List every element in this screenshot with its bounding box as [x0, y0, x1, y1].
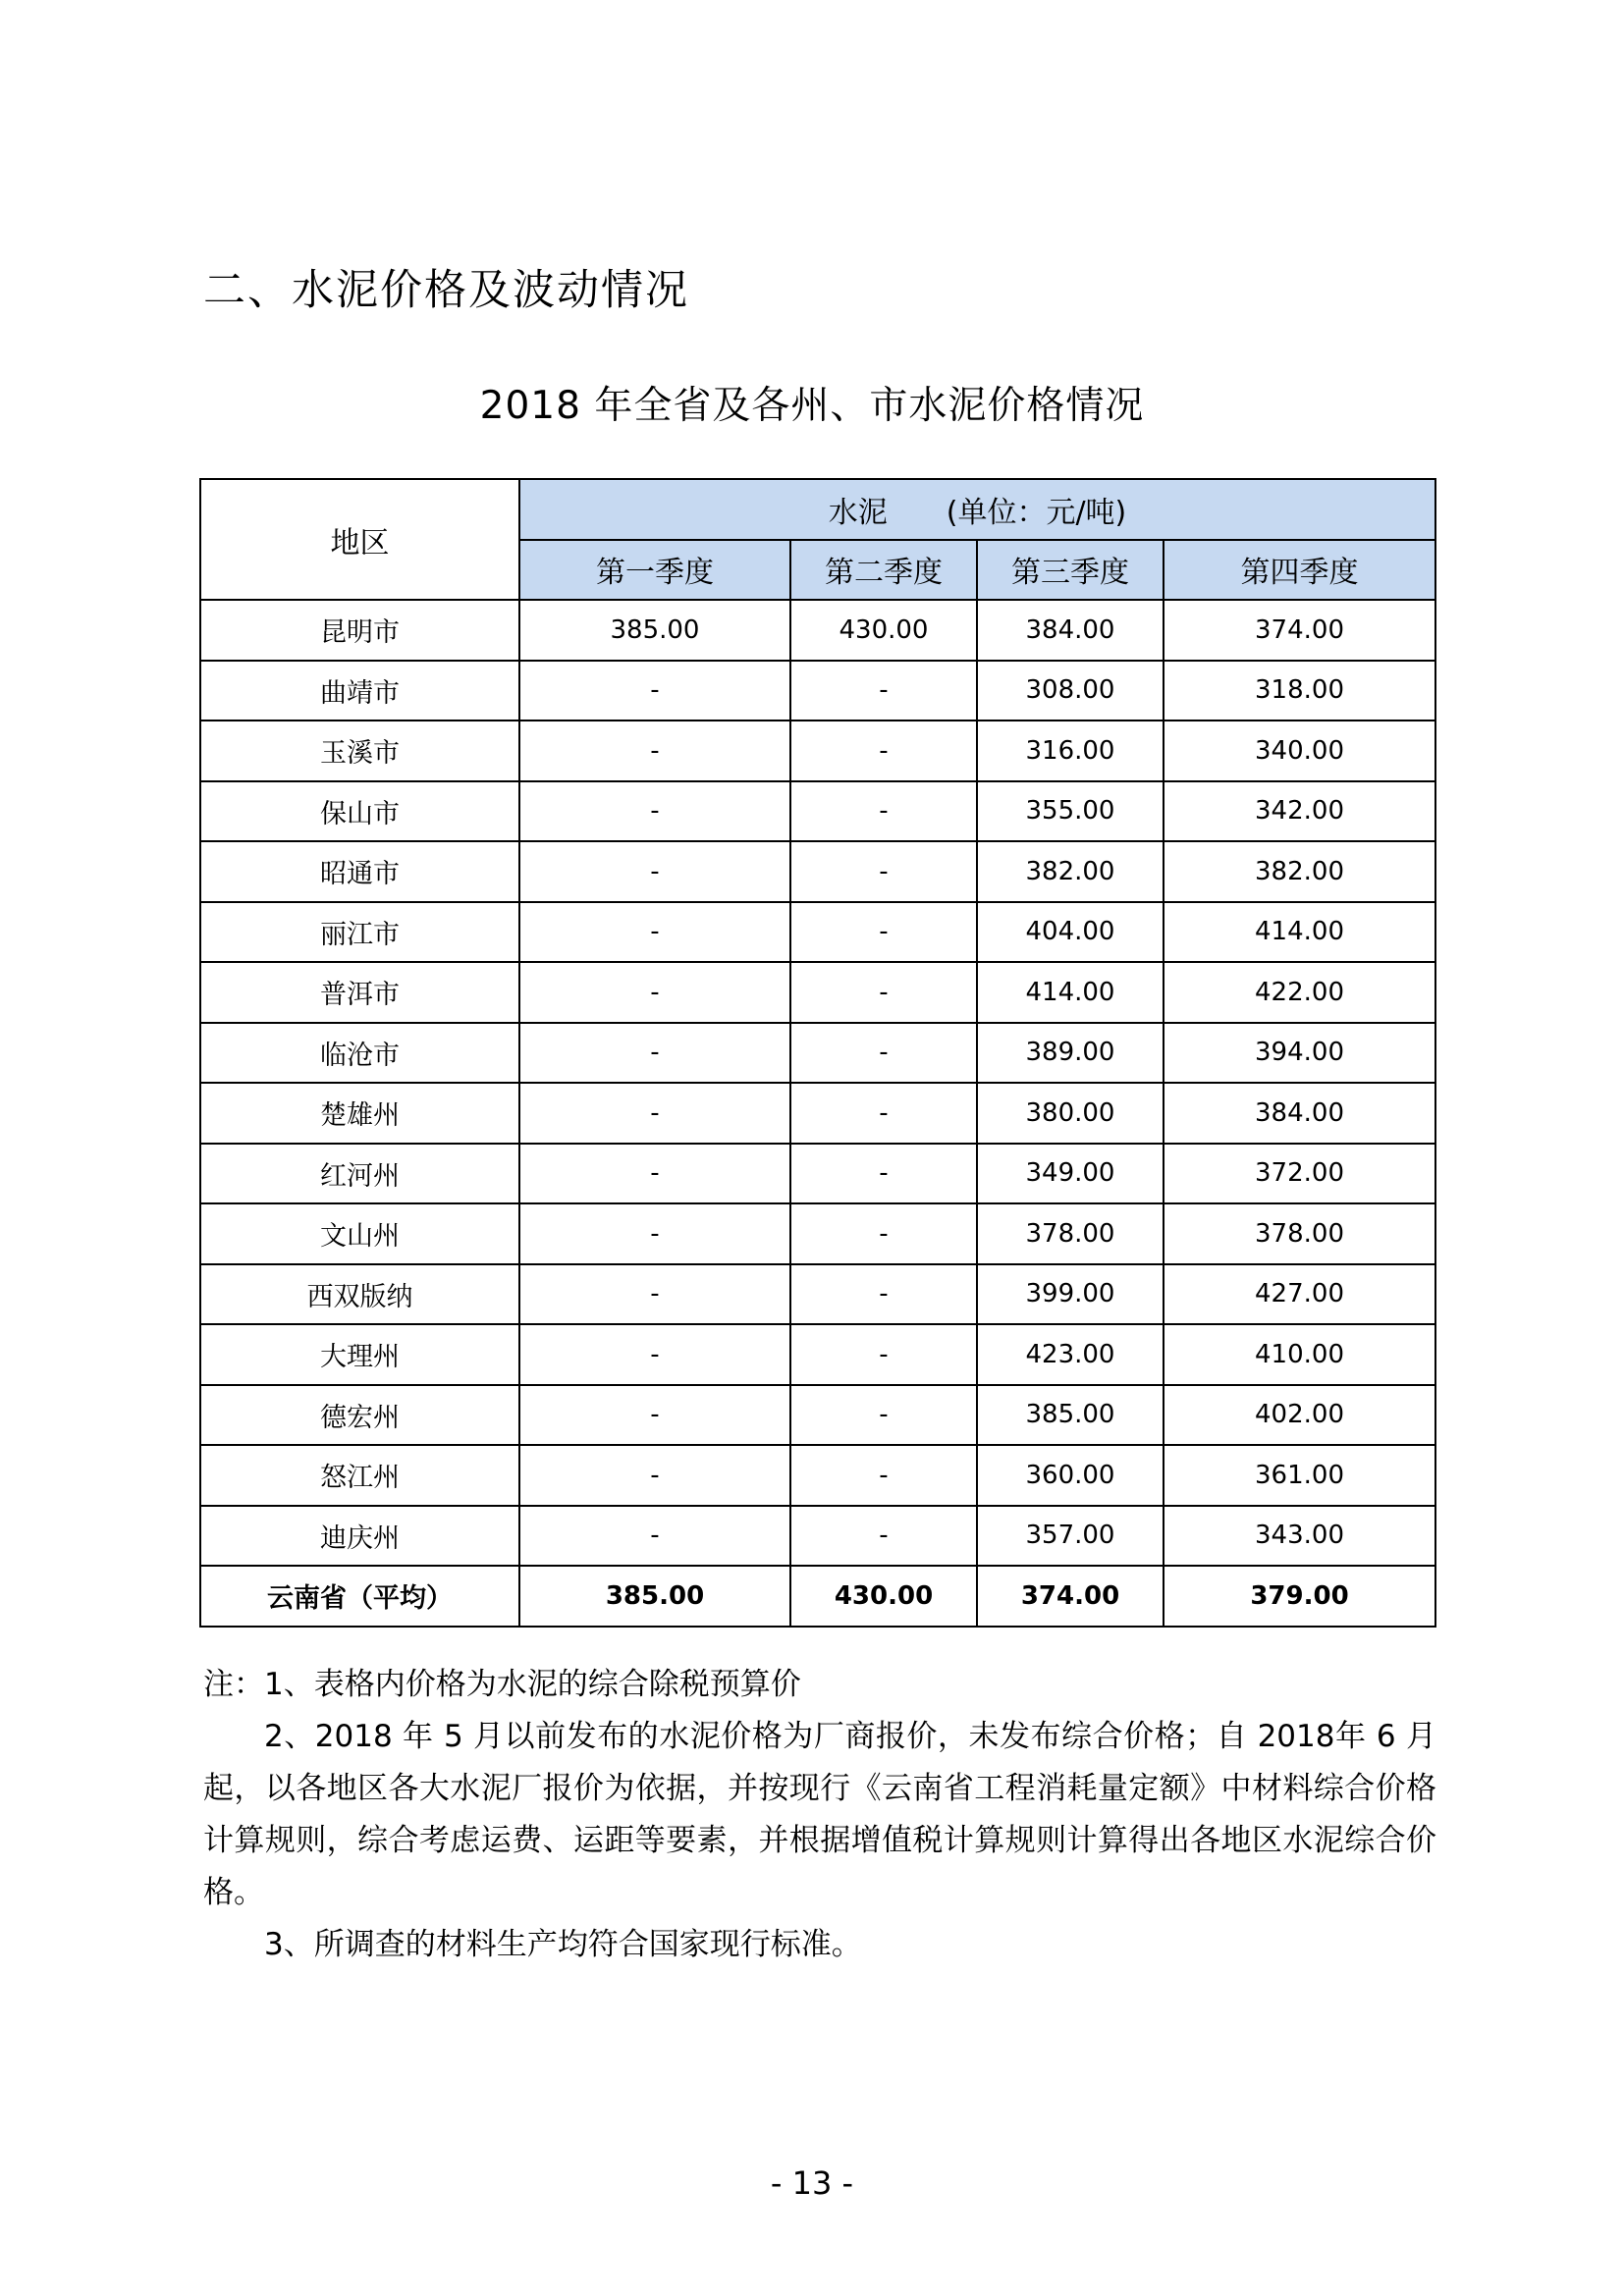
region-cell: 文山州	[200, 1203, 519, 1264]
table-row	[200, 841, 1435, 902]
region-cell: 怒江州	[200, 1445, 519, 1506]
price-cell: -	[519, 1083, 790, 1144]
price-cell: 410.00	[1164, 1324, 1435, 1385]
table-row	[200, 1385, 1435, 1446]
price-cell: -	[790, 902, 977, 963]
region-cell: 云南省（平均）	[200, 1566, 519, 1627]
price-cell: 427.00	[1164, 1264, 1435, 1325]
price-cell: 378.00	[977, 1203, 1164, 1264]
price-cell: -	[790, 1264, 977, 1325]
region-cell: 楚雄州	[200, 1083, 519, 1144]
region-column-header: 地区	[200, 479, 519, 600]
region-cell: 曲靖市	[200, 661, 519, 721]
note-2: 2、2018 年 5 月以前发布的水泥价格为厂商报价，未发布综合价格；自 2018年 6 月起，以各地区各大水泥厂报价为依据，并按现行《云南省工程消耗量定额》中材料综合价格计算规则，综合考虑运费、运距等要素，并根据增值税计算规则计算得出各地区水泥综合价格。	[203, 1719, 1436, 1910]
price-cell: 357.00	[977, 1506, 1164, 1567]
region-cell: 大理州	[200, 1324, 519, 1385]
section-title: 二、水泥价格及波动情况	[203, 266, 689, 315]
price-cell: -	[790, 1445, 977, 1506]
price-cell: -	[519, 841, 790, 902]
price-cell: 372.00	[1164, 1144, 1435, 1204]
price-cell: -	[519, 1324, 790, 1385]
price-cell: 423.00	[977, 1324, 1164, 1385]
price-cell: 382.00	[977, 841, 1164, 902]
price-cell: 318.00	[1164, 661, 1435, 721]
price-cell: -	[519, 781, 790, 842]
price-cell: 343.00	[1164, 1506, 1435, 1567]
table-row	[200, 1203, 1435, 1264]
price-cell: -	[519, 1385, 790, 1446]
quarter-header: 第二季度	[790, 540, 977, 601]
price-cell: -	[790, 1144, 977, 1204]
price-cell: -	[519, 1023, 790, 1084]
table-row	[200, 1264, 1435, 1325]
price-cell: 360.00	[977, 1445, 1164, 1506]
table-row	[200, 781, 1435, 842]
price-cell: 308.00	[977, 661, 1164, 721]
price-cell: -	[519, 1264, 790, 1325]
price-cell: -	[519, 721, 790, 781]
price-cell: -	[519, 962, 790, 1023]
table-title: 2018 年全省及各州、市水泥价格情况	[479, 384, 1145, 428]
region-cell: 保山市	[200, 781, 519, 842]
note-1: 注：1、表格内价格为水泥的综合除税预算价	[203, 1667, 801, 1702]
price-cell: -	[790, 962, 977, 1023]
page-number: - 13 -	[770, 2164, 854, 2202]
price-cell: -	[790, 1203, 977, 1264]
table-row	[200, 661, 1435, 721]
price-cell: 361.00	[1164, 1445, 1435, 1506]
price-cell: -	[790, 1506, 977, 1567]
price-cell: 384.00	[1164, 1083, 1435, 1144]
notes	[203, 1659, 1436, 1971]
quarter-header: 第一季度	[519, 540, 790, 601]
price-cell: -	[519, 1144, 790, 1204]
price-cell: 378.00	[1164, 1203, 1435, 1264]
table-row	[200, 1506, 1435, 1567]
price-cell: 389.00	[977, 1023, 1164, 1084]
region-cell: 昆明市	[200, 600, 519, 661]
table-row	[200, 962, 1435, 1023]
price-cell: -	[519, 661, 790, 721]
price-cell: 379.00	[1164, 1566, 1435, 1627]
price-cell: 374.00	[977, 1566, 1164, 1627]
price-cell: 316.00	[977, 721, 1164, 781]
table-row	[200, 600, 1435, 661]
price-cell: -	[790, 721, 977, 781]
price-cell: -	[790, 1023, 977, 1084]
price-cell: 374.00	[1164, 600, 1435, 661]
quarter-header: 第三季度	[977, 540, 1164, 601]
quarter-header: 第四季度	[1164, 540, 1435, 601]
price-cell: -	[790, 781, 977, 842]
cement-price-table	[199, 478, 1436, 1628]
table-total-row	[200, 1566, 1435, 1627]
price-cell: 394.00	[1164, 1023, 1435, 1084]
region-cell: 德宏州	[200, 1385, 519, 1446]
price-cell: 385.00	[519, 600, 790, 661]
price-cell: 402.00	[1164, 1385, 1435, 1446]
region-cell: 红河州	[200, 1144, 519, 1204]
price-cell: -	[519, 1203, 790, 1264]
note-3: 3、所调查的材料生产均符合国家现行标准。	[264, 1927, 862, 1962]
table-row	[200, 1324, 1435, 1385]
price-cell: 382.00	[1164, 841, 1435, 902]
price-cell: -	[790, 1324, 977, 1385]
price-cell: -	[790, 661, 977, 721]
price-cell: -	[790, 841, 977, 902]
price-cell: -	[790, 1385, 977, 1446]
price-cell: 414.00	[977, 962, 1164, 1023]
price-cell: 430.00	[790, 1566, 977, 1627]
table-body	[200, 600, 1435, 1627]
table-header	[200, 479, 1435, 600]
price-cell: 340.00	[1164, 721, 1435, 781]
table-row	[200, 1144, 1435, 1204]
region-cell: 玉溪市	[200, 721, 519, 781]
price-cell: 414.00	[1164, 902, 1435, 963]
price-cell: 355.00	[977, 781, 1164, 842]
cement-unit-header: 水泥 (单位：元/吨)	[519, 479, 1435, 540]
price-cell: 430.00	[790, 600, 977, 661]
region-cell: 临沧市	[200, 1023, 519, 1084]
table-row	[200, 721, 1435, 781]
price-cell: -	[519, 1445, 790, 1506]
price-cell: -	[519, 1506, 790, 1567]
table-row	[200, 1083, 1435, 1144]
price-cell: 404.00	[977, 902, 1164, 963]
region-cell: 西双版纳	[200, 1264, 519, 1325]
price-cell: -	[790, 1083, 977, 1144]
price-cell: 399.00	[977, 1264, 1164, 1325]
price-cell: 342.00	[1164, 781, 1435, 842]
region-cell: 昭通市	[200, 841, 519, 902]
table-row	[200, 902, 1435, 963]
price-cell: 349.00	[977, 1144, 1164, 1204]
region-cell: 迪庆州	[200, 1506, 519, 1567]
price-cell: 380.00	[977, 1083, 1164, 1144]
table-row	[200, 1023, 1435, 1084]
table-row	[200, 1445, 1435, 1506]
price-cell: 385.00	[977, 1385, 1164, 1446]
price-cell: 422.00	[1164, 962, 1435, 1023]
region-cell: 丽江市	[200, 902, 519, 963]
region-cell: 普洱市	[200, 962, 519, 1023]
price-cell: -	[519, 902, 790, 963]
price-cell: 384.00	[977, 600, 1164, 661]
price-cell: 385.00	[519, 1566, 790, 1627]
